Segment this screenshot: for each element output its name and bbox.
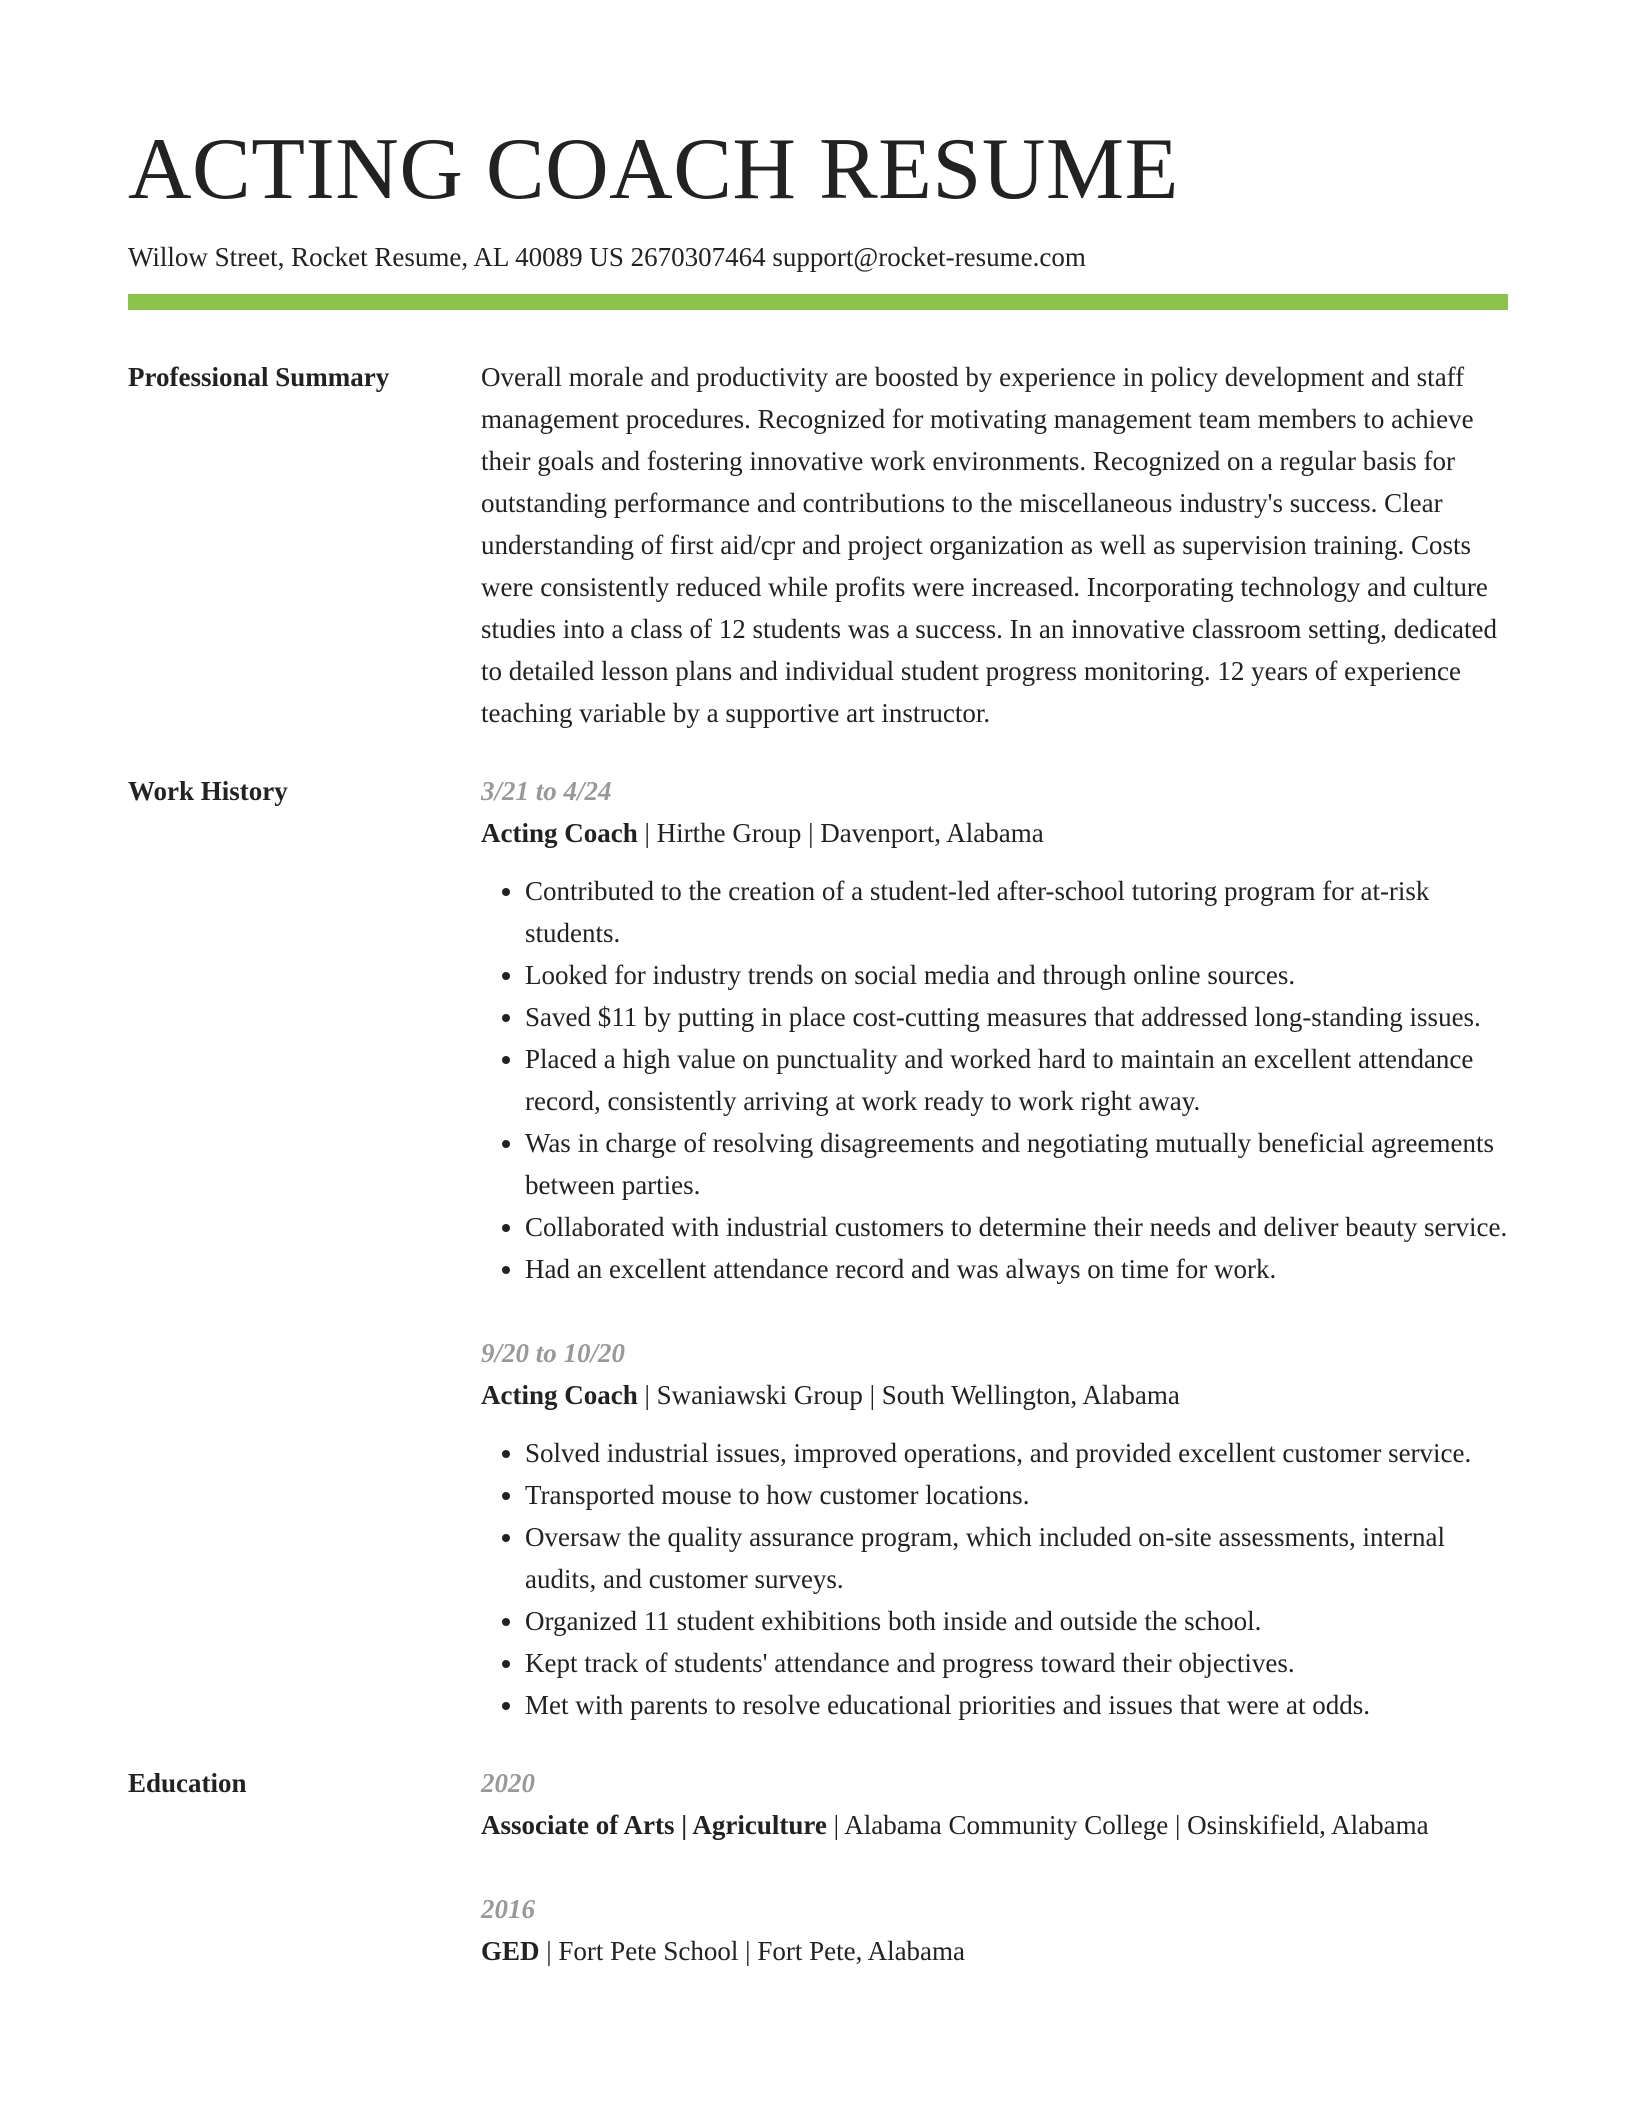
education-year: 2016 (481, 1894, 535, 1924)
section-label-education: Education (128, 1768, 247, 1798)
header-divider (128, 294, 1508, 310)
job-dates: 3/21 to 4/24 (481, 776, 612, 806)
education-entry (481, 1888, 1508, 1972)
page-title: ACTING COACH RESUME (128, 121, 1179, 218)
list-item: • Transported mouse to how customer locations. (525, 1474, 1508, 1516)
education-entry (481, 1762, 1508, 1846)
list-item: • Collaborated with industrial customers to determine their needs and deliver beauty service. (525, 1206, 1508, 1248)
section-label-work: Work History (128, 776, 288, 806)
job-details: | Hirthe Group | Davenport, Alabama (637, 818, 1044, 848)
school-details: | Alabama Community College | Osinskifield, Alabama (826, 1810, 1429, 1840)
list-item: • Oversaw the quality assurance program, which included on-site assessments, internal audits, and customer surveys. (525, 1516, 1508, 1600)
education-section (128, 1762, 1508, 1972)
job-role-line (481, 1374, 1508, 1416)
list-item: • Kept track of students' attendance and progress toward their objectives. (525, 1642, 1508, 1684)
job-title: Acting Coach (481, 818, 638, 848)
school-details: | Fort Pete School | Fort Pete, Alabama (539, 1936, 966, 1966)
list-item: • Contributed to the creation of a student-led after-school tutoring program for at-risk students. (525, 870, 1508, 954)
degree: GED (481, 1936, 540, 1966)
list-item: • Organized 11 student exhibitions both inside and outside the school. (525, 1600, 1508, 1642)
list-item: • Saved $11 by putting in place cost-cutting measures that addressed long-standing issues. (525, 996, 1508, 1038)
list-item: • Solved industrial issues, improved operations, and provided excellent customer service. (525, 1432, 1508, 1474)
work-history-section (128, 770, 1508, 1726)
list-item: • Looked for industry trends on social media and through online sources. (525, 954, 1508, 996)
summary-text: Overall morale and productivity are boosted by experience in policy development and staff management procedures. Recognized for motivating management team members to achieve their goals and fostering innovative work environments. Recognized on a regular basis for outstanding performance and contributions to the miscellaneous industry's success. Clear understanding of first aid/cpr and project organization as well as supervision training. Costs were consistently reduced while profits were increased. Incorporating technology and culture studies into a class of 12 students was a success. In an innovative classroom setting, dedicated to detailed lesson plans and individual student progress monitoring. 12 years of experience teaching variable by a supportive art instructor. (481, 362, 1498, 728)
job-bullets (481, 1432, 1508, 1726)
job-role-line (481, 812, 1508, 854)
list-item: • Placed a high value on punctuality and worked hard to maintain an excellent attendance record, consistently arriving at work ready to work right away. (525, 1038, 1508, 1122)
list-item: • Met with parents to resolve educational priorities and issues that were at odds. (525, 1684, 1508, 1726)
degree: Associate of Arts | Agriculture (481, 1810, 827, 1840)
section-label-summary: Professional Summary (128, 362, 390, 392)
job-entry (481, 770, 1508, 1290)
education-year: 2020 (481, 1768, 535, 1798)
job-title: Acting Coach (481, 1380, 638, 1410)
list-item: • Had an excellent attendance record and was always on time for work. (525, 1248, 1508, 1290)
contact-line: Willow Street, Rocket Resume, AL 40089 US 2670307464 support@rocket-resume.com (128, 242, 1086, 272)
summary-section (128, 356, 1508, 734)
education-line (481, 1930, 1508, 1972)
job-dates: 9/20 to 10/20 (481, 1338, 626, 1368)
job-bullets (481, 870, 1508, 1290)
job-details: | Swaniawski Group | South Wellington, Alabama (637, 1380, 1180, 1410)
job-entry (481, 1332, 1508, 1726)
list-item: • Was in charge of resolving disagreements and negotiating mutually beneficial agreements between parties. (525, 1122, 1508, 1206)
education-line (481, 1804, 1508, 1846)
